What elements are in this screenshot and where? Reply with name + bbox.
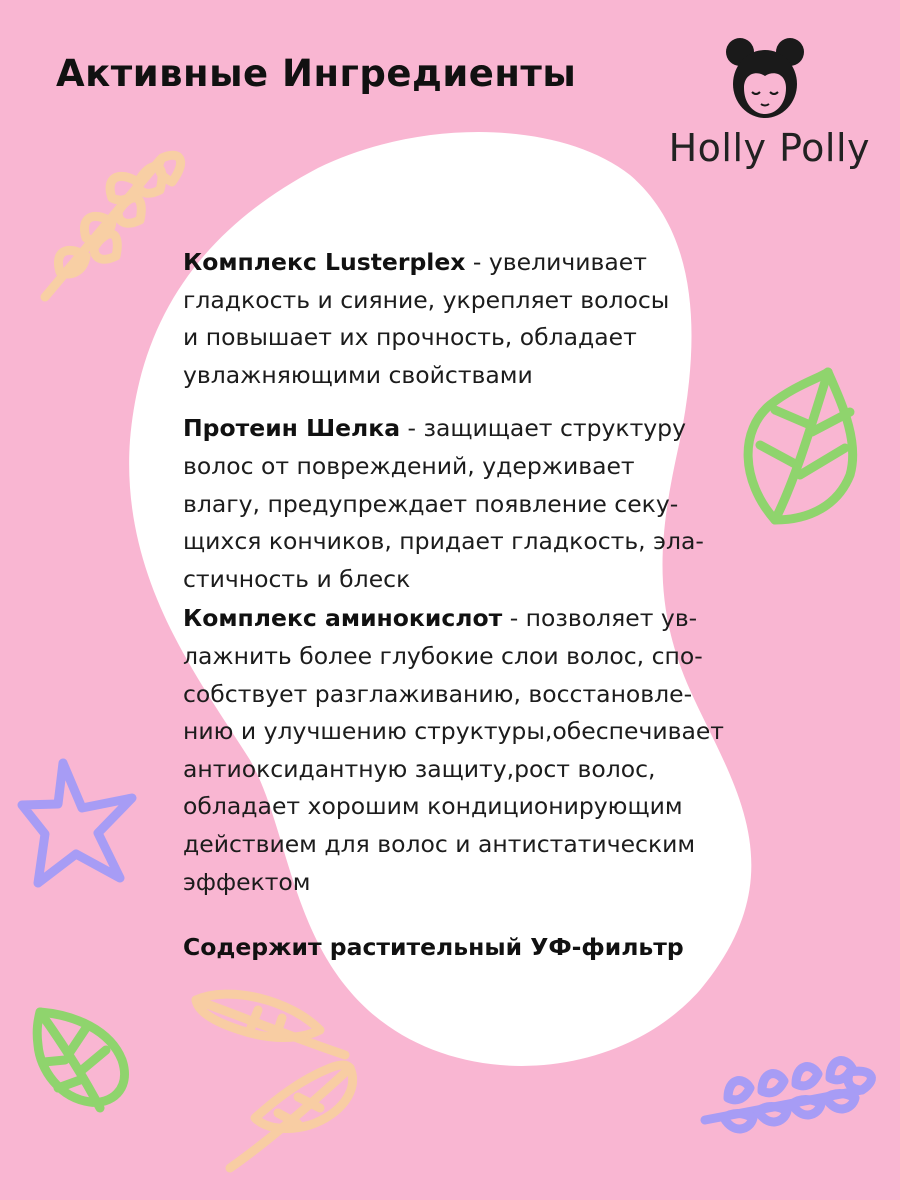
wheat-icon: [705, 1061, 871, 1129]
ingredient-name: Комплекс аминокислот: [183, 604, 503, 633]
ingredient-desc-line: - защищает структуру: [400, 414, 687, 443]
star-icon: [22, 763, 132, 883]
ingredient-name: Протеин Шелка: [183, 414, 401, 443]
ingredient-desc-line: - позволяет ув-: [502, 604, 698, 633]
ingredient-name: Комплекс Lusterplex: [183, 248, 466, 276]
leaf-icon: [748, 372, 853, 520]
ingredient-desc-line: стичность и блеск: [183, 564, 411, 593]
ingredient-desc-line: эффектом: [183, 867, 311, 896]
ingredient-desc-line: и повышает их прочность, обладает: [183, 323, 637, 352]
ingredient-desc-line: собствует разглаживанию, восстановле-: [183, 679, 693, 708]
ingredient-desc-line: антиоксидантную защиту,рост волос,: [183, 754, 656, 783]
ingredients-list: [183, 244, 743, 967]
ingredient-desc-line: обладает хорошим кондиционирующим: [183, 792, 683, 821]
ingredient-desc-line: лажнить более глубокие слои волос, спо-: [183, 641, 703, 670]
ingredient-desc-line: нию и улучшению структуры,обеспечивает: [183, 717, 724, 746]
feather-icon: [196, 994, 345, 1055]
brand-name: Holly Polly: [668, 126, 870, 170]
ingredient-desc-line: увлажняющими свойствами: [183, 360, 533, 389]
ingredient-desc-line: действием для волос и антистатическим: [183, 829, 696, 858]
page-title: Активные Ингредиенты: [56, 52, 577, 95]
feather-icon: [230, 1065, 353, 1168]
ingredient-desc-line: щихся кончиков, придает гладкость, эла-: [183, 527, 704, 556]
girl-face-logo-icon: [722, 36, 808, 122]
uv-filter-note: [183, 929, 743, 967]
wheat-icon: [45, 155, 181, 297]
footer-note: Содержит растительный УФ-фильтр: [183, 933, 684, 962]
ingredient-desc-line: - увеличивает: [465, 248, 647, 276]
ingredient-amino-acids: [183, 600, 743, 901]
ingredient-desc-line: гладкость и сияние, укрепляет волосы: [183, 285, 670, 314]
ingredient-silk-protein: [183, 410, 743, 598]
leaf-icon: [37, 1012, 124, 1108]
ingredient-desc-line: волос от повреждений, удерживает: [183, 451, 635, 480]
ingredient-lusterplex: [183, 244, 743, 394]
ingredient-desc-line: влагу, предупреждает появление секу-: [183, 489, 679, 518]
